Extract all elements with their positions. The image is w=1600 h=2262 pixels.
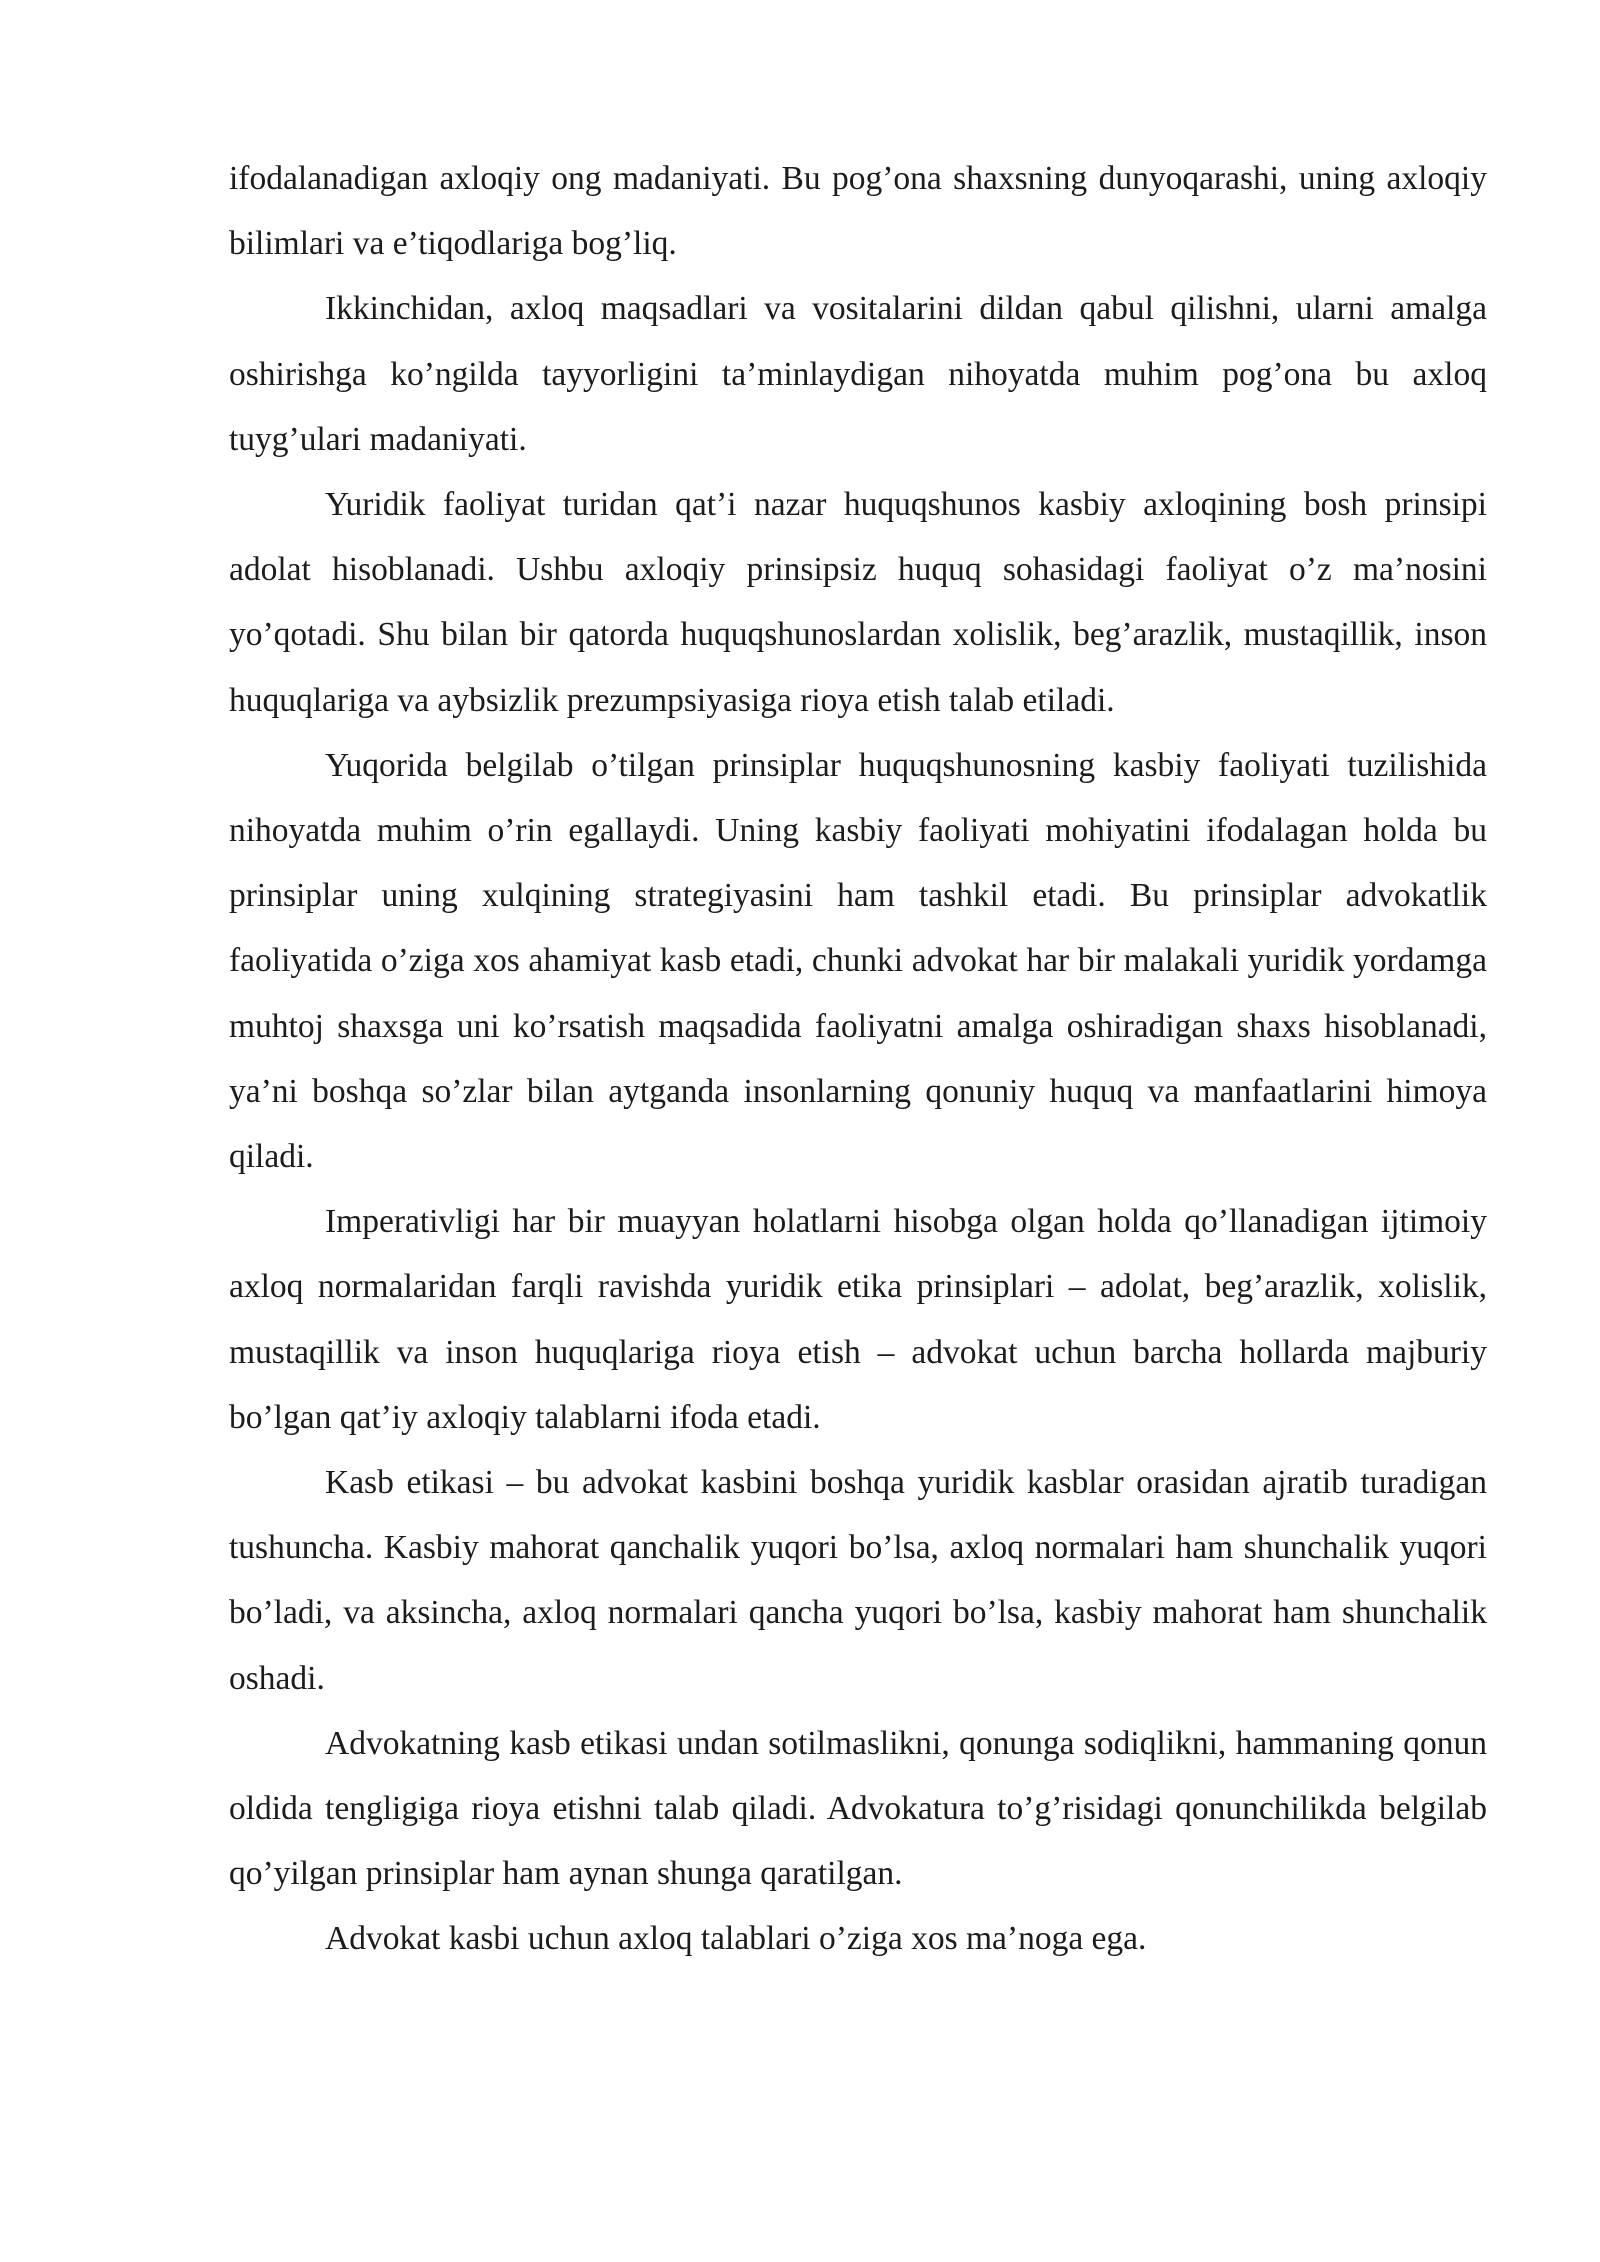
paragraph: Kasb etikasi – bu advokat kasbini boshqa yuridik kasblar orasidan ajratib turadigan tushuncha. Kasbiy mahorat qanchalik yuqori bo’lsa, axloq normalari ham shunchalik yuqori bo’ladi, va aksincha, axloq normalari qancha yuqori bo’lsa, kasbiy mahorat ham shunchalik oshadi. — [229, 1464, 1487, 1697]
paragraph: Imperativligi har bir muayyan holatlarni hisobga olgan holda qo’llanadigan ijtimoiy axloq normalaridan farqli ravishda yuridik etika prinsiplari – adolat, beg’arazlik, xolislik, mustaqillik va inson huquqlariga rioya etish – advokat uchun barcha hollarda majburiy bo’lgan qat’iy axloqiy talablarni ifoda etadi. — [229, 1203, 1487, 1436]
paragraph: Yuridik faoliyat turidan qat’i nazar huquqshunos kasbiy axloqining bosh prinsipi adolat hisoblanadi. Ushbu axloqiy prinsipsiz huquq sohasidagi faoliyat o’z ma’nosini yo’qotadi. Shu bilan bir qatorda huquqshunoslardan xolislik, beg’arazlik, mustaqillik, inson huquqlariga va aybsizlik prezumpsiyasiga rioya etish talab etiladi. — [229, 486, 1487, 719]
paragraph: Yuqorida belgilab o’tilgan prinsiplar huquqshunosning kasbiy faoliyati tuzilishida nihoyatda muhim o’rin egallaydi. Uning kasbiy faoliyati mohiyatini ifodalagan holda bu prinsiplar uning xulqining strategiyasini ham tashkil etadi. Bu prinsiplar advokatlik faoliyatida o’ziga xos ahamiyat kasb etadi, chunki advokat har bir malakali yuridik yordamga muhtoj shaxsga uni ko’rsatish maqsadida faoliyatni amalga oshiradigan shaxs hisoblanadi, ya’ni boshqa so’zlar bilan aytganda insonlarning qonuniy huquq va manfaatlarini himoya qiladi. — [229, 746, 1487, 1176]
body-text — [229, 146, 1487, 1972]
paragraph: Ikkinchidan, axloq maqsadlari va vositalarini dildan qabul qilishni, ularni amalga oshirishga ko’ngilda tayyorligini ta’minlaydigan nihoyatda muhim pog’ona bu axloq tuyg’ulari madaniyati. — [229, 290, 1487, 458]
paragraph-continuation: ifodalanadigan axloqiy ong madaniyati. Bu pog’ona shaxsning dunyoqarashi, uning axloqiy bilimlari va e’tiqodlariga bog’liq. — [229, 160, 1487, 263]
paragraph: Advokatning kasb etikasi undan sotilmaslikni, qonunga sodiqlikni, hammaning qonun oldida tengligiga rioya etishni talab qiladi. Advokatura to’g’risidagi qonunchilikda belgilab qo’yilgan prinsiplar ham aynan shunga qaratilgan. — [229, 1724, 1487, 1893]
paragraph-last: Advokat kasbi uchun axloq talablari o’ziga xos ma’noga ega. — [325, 1920, 1147, 1958]
